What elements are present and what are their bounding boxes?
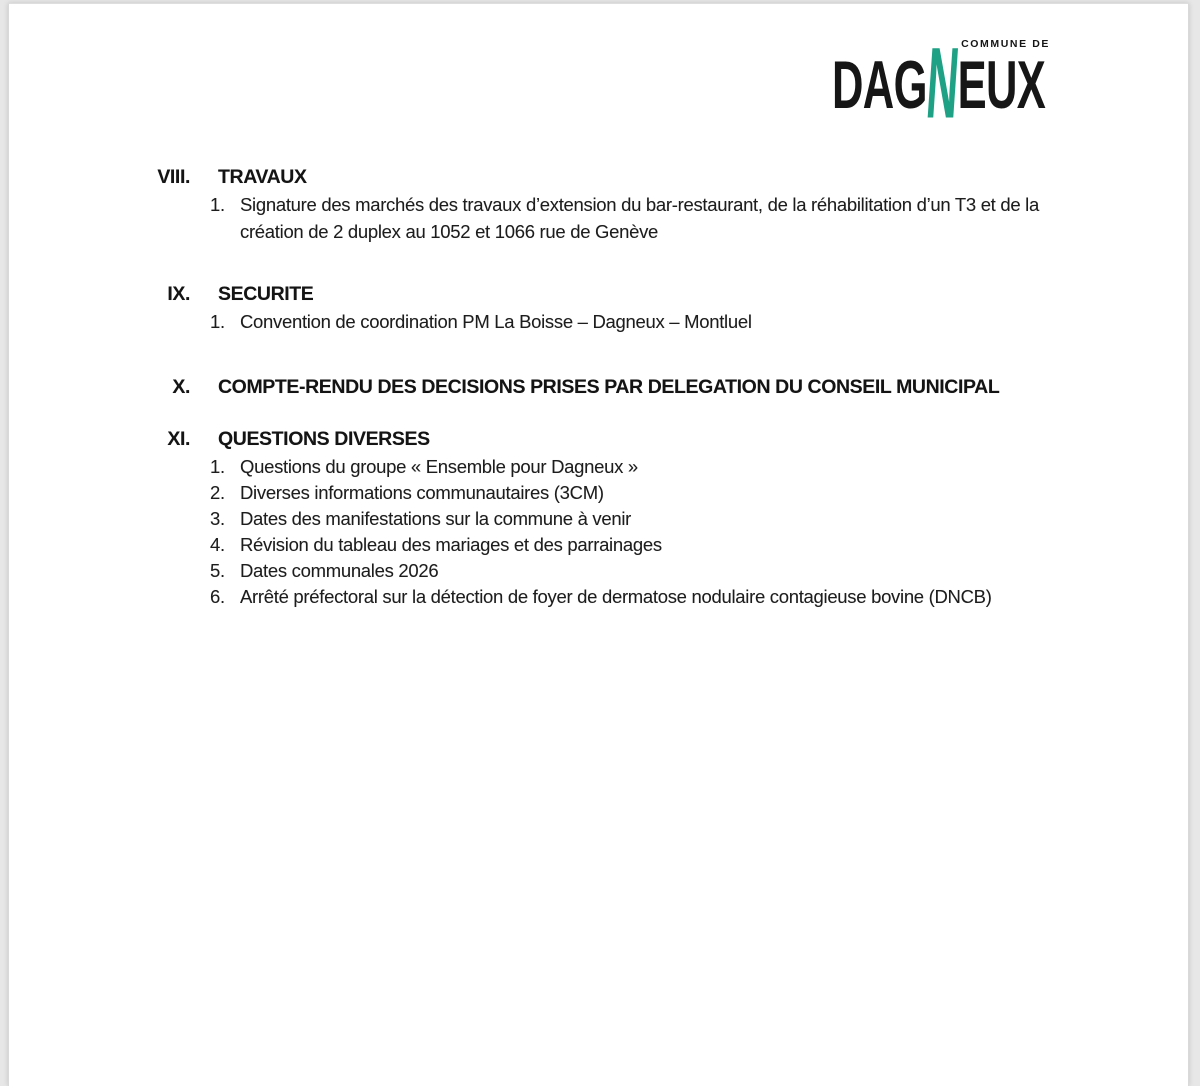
agenda-item — [210, 584, 1062, 610]
item-text: Convention de coordination PM La Boisse – Dagneux – Montluel — [240, 311, 752, 332]
agenda-item — [210, 309, 1062, 335]
item-number: 6. — [210, 586, 225, 607]
logo-letters-dag: DAG — [832, 47, 927, 123]
item-text: Révision du tableau des mariages et des parrainages — [240, 534, 662, 555]
item-text: Arrêté préfectoral sur la détection de foyer de dermatose nodulaire contagieuse bovine (DNCB) — [240, 586, 992, 607]
section-items-questions-diverses — [210, 454, 1062, 610]
item-number: 2. — [210, 482, 225, 503]
section-title: QUESTIONS DIVERSES — [218, 428, 430, 450]
section-heading-questions-diverses — [100, 427, 430, 451]
item-number: 4. — [210, 534, 225, 555]
section-heading-securite — [100, 282, 313, 306]
agenda-item — [210, 454, 1062, 480]
section-numeral: IX. — [167, 283, 190, 305]
agenda-item — [210, 558, 1062, 584]
section-title: TRAVAUX — [218, 166, 307, 188]
item-number: 1. — [210, 311, 225, 332]
section-items-travaux — [210, 191, 1062, 245]
section-heading-compte-rendu — [100, 375, 999, 399]
item-text: Questions du groupe « Ensemble pour Dagneux » — [240, 456, 638, 477]
dagneux-commune-logo — [832, 27, 1050, 140]
item-text: Signature des marchés des travaux d’extension du bar-restaurant, de la réhabilitation d’un T3 et de la création de 2 duplex au 1052 et 1066 rue de Genève — [240, 194, 1039, 242]
section-numeral: XI. — [167, 428, 190, 450]
section-numeral: VIII. — [157, 166, 190, 188]
item-number: 5. — [210, 560, 225, 581]
agenda-item — [210, 506, 1062, 532]
section-heading-travaux — [100, 165, 307, 189]
section-numeral: X. — [172, 376, 190, 398]
item-text: Dates communales 2026 — [240, 560, 439, 581]
section-title: SECURITE — [218, 283, 314, 305]
item-number: 1. — [210, 194, 225, 215]
agenda-item — [210, 532, 1062, 558]
section-items-securite — [210, 309, 1062, 335]
agenda-item — [210, 480, 1062, 506]
item-number: 1. — [210, 456, 225, 477]
item-text: Dates des manifestations sur la commune à venir — [240, 508, 632, 529]
item-number: 3. — [210, 508, 225, 529]
agenda-item — [210, 191, 1062, 245]
section-title: COMPTE-RENDU DES DECISIONS PRISES PAR DELEGATION DU CONSEIL MUNICIPAL — [218, 376, 1000, 398]
item-text: Diverses informations communautaires (3CM) — [240, 482, 604, 503]
logo-green-n-accent: N — [923, 27, 962, 140]
logo-commune-de-label: COMMUNE DE — [961, 38, 1050, 50]
logo-letters-eux: EUX — [957, 47, 1046, 123]
